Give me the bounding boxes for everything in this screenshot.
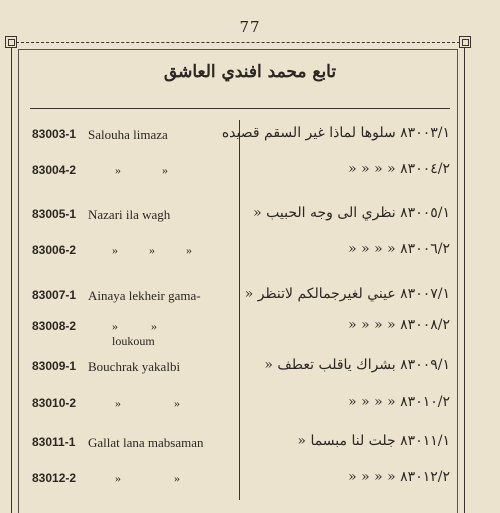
entry-row [0, 127, 500, 149]
frame-corner-top-right [459, 36, 471, 48]
entry-title: » » [115, 471, 180, 485]
header-title: تابع محمد افندي العاشق [163, 62, 337, 82]
entry-title: Nazari ila wagh [88, 207, 171, 222]
entry-title-arabic: ٨٣٠٠٥/١ نظري الى وجه الحبيب « [253, 205, 450, 221]
entry-row [0, 396, 500, 418]
entry-title: Salouha limaza [88, 127, 168, 142]
entry-title-arabic: ٨٣٠١٠/٢ « « « « [348, 394, 450, 410]
catalog-code: 83009-1 [32, 359, 77, 373]
page-number: 77 [239, 18, 261, 36]
frame-corner-top-left [5, 36, 17, 48]
entry-title-arabic: ٨٣٠١١/١ جلت لنا مبسما « [297, 433, 450, 449]
catalog-code: 83008-2 [32, 319, 77, 333]
entry-title-arabic: ٨٣٠٠٤/٢ « « « « [348, 161, 450, 177]
catalog-code: 83004-2 [32, 163, 77, 177]
entry-title-arabic: ٨٣٠٠٧/١ عيني لغيرجمالكم لاتنظر « [244, 286, 450, 302]
entry-title: Ainaya lekheir gama- [88, 288, 201, 303]
entry-title-arabic: ٨٣٠٠٣/١ سلوها لماذا غير السقم قصيده [221, 125, 450, 141]
header-rule [30, 108, 450, 109]
entry-row [0, 471, 500, 493]
entry-title: Bouchrak yakalbi [88, 359, 181, 374]
entry-title-arabic: ٨٣٠١٢/٢ « « « « [348, 469, 450, 485]
entry-row [0, 163, 500, 185]
entry-row [0, 207, 500, 229]
entry-title-arabic: ٨٣٠٠٩/١ بشراك ياقلب تعطف « [264, 357, 450, 373]
entry-row [0, 317, 500, 348]
entry-row [0, 359, 500, 381]
catalog-code: 83011-1 [32, 435, 76, 449]
catalog-code: 83012-2 [32, 471, 77, 485]
entry-row [0, 288, 500, 310]
catalog-code: 83010-2 [32, 396, 77, 410]
entry-title: » » » [112, 243, 192, 257]
catalog-code: 83003-1 [32, 127, 77, 141]
entry-title: » » [115, 163, 168, 177]
entry-row [0, 435, 500, 457]
entry-title-arabic: ٨٣٠٠٨/٢ « « « « [348, 317, 450, 333]
catalog-code: 83007-1 [32, 288, 77, 302]
entry-title: » » [115, 396, 180, 410]
entry-title-arabic: ٨٣٠٠٦/٢ « « « « [348, 241, 450, 257]
entry-title: Gallat lana mabsaman [88, 435, 204, 450]
entry-title: » » loukoum [112, 319, 157, 348]
catalog-code: 83005-1 [32, 207, 77, 221]
entry-row [0, 243, 500, 265]
catalog-code: 83006-2 [32, 243, 77, 257]
